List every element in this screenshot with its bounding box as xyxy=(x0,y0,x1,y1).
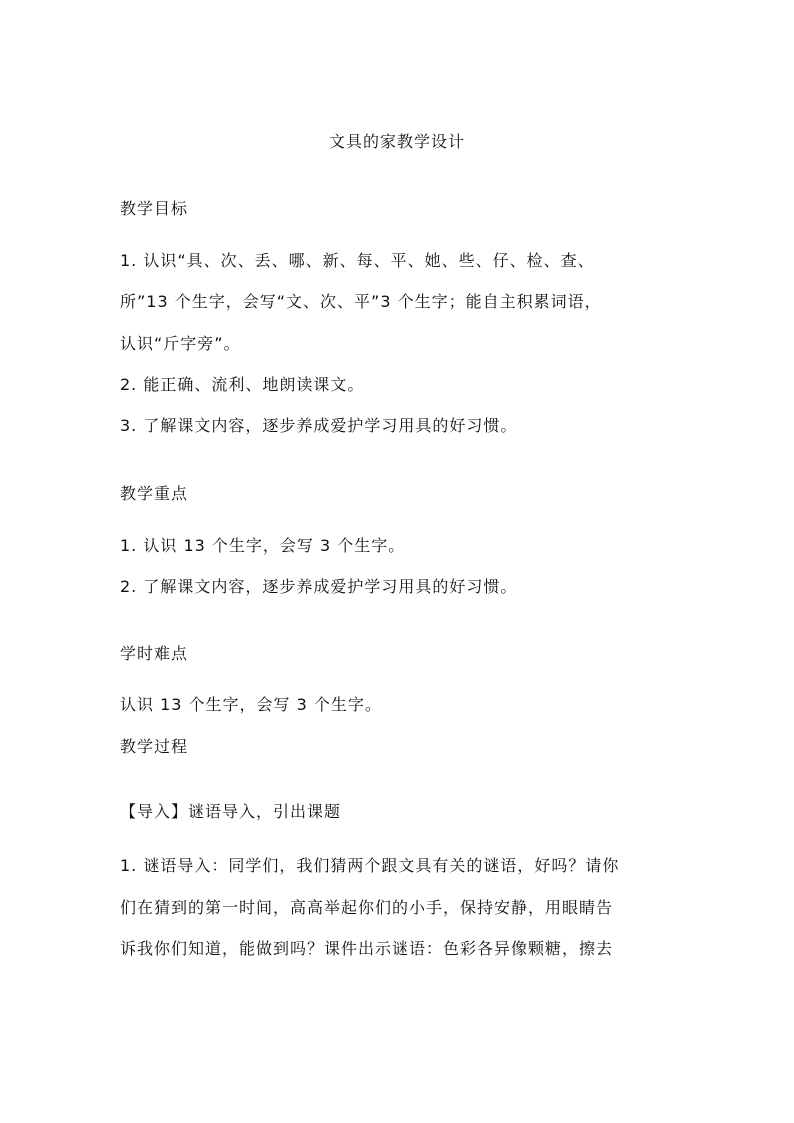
key-point-1: 1. 认识 13 个生字，会写 3 个生字。 xyxy=(120,536,406,555)
objective-2: 2. 能正确、流利、地朗读课文。 xyxy=(120,375,365,394)
process-heading: 教学过程 xyxy=(120,737,189,756)
document-title: 文具的家教学设计 xyxy=(328,132,465,151)
objective-3: 3. 了解课文内容，逐步养成爱护学习用具的好习惯。 xyxy=(120,416,518,435)
process-item-1-line-3: 诉我你们知道，能做到吗？课件出示谜语：色彩各异像颗糖，擦去 xyxy=(120,939,614,958)
process-item-1-line-2: 们在猜到的第一时间，高高举起你们的小手，保持安静，用眼睛告 xyxy=(120,898,614,917)
objectives-heading: 教学目标 xyxy=(120,199,189,218)
key-point-2: 2. 了解课文内容，逐步养成爱护学习用具的好习惯。 xyxy=(120,577,518,596)
process-item-1-line-1: 1. 谜语导入：同学们，我们猜两个跟文具有关的谜语，好吗？请你 xyxy=(120,856,620,875)
process-intro: 【导入】谜语导入，引出课题 xyxy=(120,802,342,821)
objective-1-line-2: 所”13 个生字，会写“文、次、平”3 个生字；能自主积累词语， xyxy=(120,292,602,311)
objective-1-line-1: 1. 认识“具、次、丢、哪、新、每、平、她、些、仔、检、查、 xyxy=(120,251,595,270)
difficulties-text: 认识 13 个生字，会写 3 个生字。 xyxy=(120,695,382,714)
key-points-heading: 教学重点 xyxy=(120,484,189,503)
objective-1-line-3: 认识“斤字旁”。 xyxy=(120,334,241,353)
difficulties-heading: 学时难点 xyxy=(120,644,189,663)
